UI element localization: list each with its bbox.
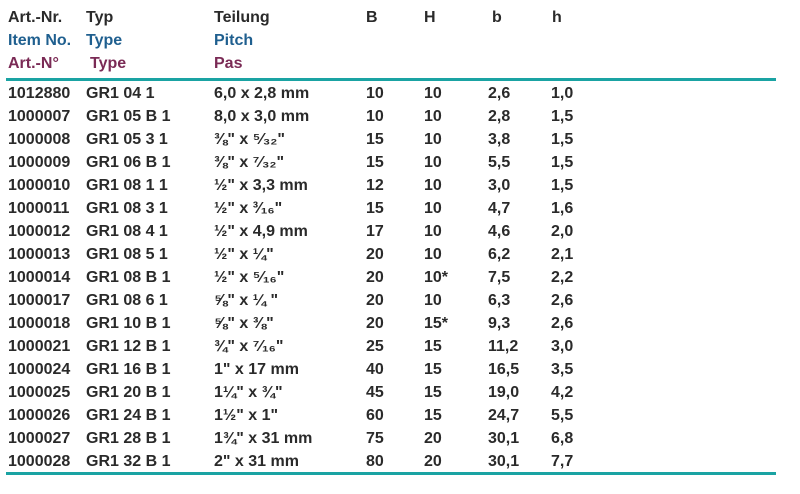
H-cell: 15 [424,361,442,378]
B-cell: 45 [366,384,384,401]
b-cell: 3,8 [488,131,511,148]
table-row [6,220,776,243]
b-cell: 2,8 [488,108,511,125]
type-cell: GR1 06 B 1 [86,154,171,171]
h-cell: 3,0 [551,338,574,355]
type-cell: GR1 12 B 1 [86,338,171,355]
B-cell: 10 [366,85,384,102]
pitch-cell: ⅝" x ⅜" [214,315,274,332]
h-cell: 1,5 [551,131,574,148]
pitch-cell: 1½" x 1" [214,407,279,424]
table-row [6,335,776,358]
table-row [6,197,776,220]
H-cell: 15 [424,384,442,401]
pitch-cell: ½" x 3,3 mm [214,177,308,194]
h-cell: 3,5 [551,361,574,378]
art-nr-cell: 1000013 [8,246,71,263]
table-row [6,174,776,197]
type-cell: GR1 32 B 1 [86,453,171,470]
col-header-teilung: Teilung [214,9,270,26]
table-row [6,404,776,427]
type-cell: GR1 08 4 1 [86,223,168,240]
pitch-cell: ⅜" x ⁷⁄₃₂" [214,154,285,171]
b-cell: 24,7 [488,407,520,424]
art-nr-cell: 1000009 [8,154,71,171]
B-cell: 25 [366,338,384,355]
table-body [6,82,776,473]
H-cell: 15 [424,407,442,424]
table-row [6,312,776,335]
pitch-cell: 1¼" x ¾" [214,384,283,401]
b-cell: 7,5 [488,269,511,286]
col-header-typ: Typ [86,9,114,26]
art-nr-cell: 1000011 [8,200,70,217]
h-cell: 6,8 [551,430,574,447]
table-row [6,427,776,450]
table-row [6,450,776,473]
col-header-pitch: Pitch [214,32,254,49]
col-header-item-no: Item No. [8,32,72,49]
H-cell: 10* [424,269,449,286]
B-cell: 80 [366,453,384,470]
table-row [6,128,776,151]
B-cell: 15 [366,200,384,217]
table-row [6,381,776,404]
col-header-H: H [424,9,436,26]
header-row-french [6,52,776,75]
b-cell: 6,3 [488,292,511,309]
type-cell: GR1 08 6 1 [86,292,168,309]
pitch-cell: 1" x 17 mm [214,361,299,378]
B-cell: 20 [366,269,384,286]
art-nr-cell: 1000007 [8,108,71,125]
type-cell: GR1 08 3 1 [86,200,168,217]
H-cell: 10 [424,246,442,263]
b-cell: 4,7 [488,200,511,217]
col-header-type-en: Type [86,32,123,49]
b-cell: 3,0 [488,177,511,194]
type-cell: GR1 16 B 1 [86,361,171,378]
h-cell: 1,5 [551,177,574,194]
B-cell: 75 [366,430,384,447]
col-header-h: h [552,9,562,26]
pitch-cell: ½" x ³⁄₁₆" [214,200,283,217]
pitch-cell: ⅝" x ¼ " [214,292,279,309]
header-row-english [6,29,776,52]
col-header-B: B [366,9,378,26]
B-cell: 10 [366,108,384,125]
pitch-cell: 8,0 x 3,0 mm [214,108,310,125]
art-nr-cell: 1000026 [8,407,71,424]
art-nr-cell: 1012880 [8,85,71,102]
pitch-cell: ⅜" x ⁵⁄₃₂" [214,131,285,148]
H-cell: 10 [424,223,442,240]
type-cell: GR1 08 B 1 [86,269,171,286]
type-cell: GR1 08 5 1 [86,246,168,263]
table-row [6,151,776,174]
table-bottom-divider [6,472,776,475]
product-table [6,0,776,470]
pitch-cell: ½" x ⁵⁄₁₆" [214,269,285,286]
type-cell: GR1 10 B 1 [86,315,171,332]
type-cell: GR1 05 B 1 [86,108,171,125]
art-nr-cell: 1000025 [8,384,71,401]
type-cell: GR1 28 B 1 [86,430,171,447]
pitch-cell: 1¾" x 31 mm [214,430,313,447]
H-cell: 10 [424,200,442,217]
H-cell: 10 [424,177,442,194]
col-header-art-n: Art.-N° [8,55,59,72]
h-cell: 5,5 [551,407,574,424]
pitch-cell: ¾" x ⁷⁄₁₆" [214,338,284,355]
art-nr-cell: 1000012 [8,223,71,240]
table-row [6,266,776,289]
header-divider [6,78,776,81]
B-cell: 60 [366,407,384,424]
art-nr-cell: 1000021 [8,338,71,355]
table-row [6,358,776,381]
B-cell: 20 [366,315,384,332]
b-cell: 4,6 [488,223,511,240]
h-cell: 7,7 [551,453,574,470]
art-nr-cell: 1000008 [8,131,71,148]
pitch-cell: 6,0 x 2,8 mm [214,85,310,102]
col-header-b: b [492,9,502,26]
b-cell: 30,1 [488,430,520,447]
h-cell: 2,0 [551,223,574,240]
art-nr-cell: 1000014 [8,269,71,286]
b-cell: 11,2 [488,338,519,355]
H-cell: 20 [424,430,442,447]
table-row [6,105,776,128]
H-cell: 10 [424,108,442,125]
art-nr-cell: 1000024 [8,361,71,378]
art-nr-cell: 1000010 [8,177,71,194]
b-cell: 9,3 [488,315,511,332]
table-row [6,82,776,105]
col-header-pas: Pas [214,55,243,72]
b-cell: 6,2 [488,246,511,263]
h-cell: 1,6 [551,200,574,217]
table-row [6,243,776,266]
H-cell: 10 [424,154,442,171]
B-cell: 17 [366,223,384,240]
h-cell: 4,2 [551,384,574,401]
b-cell: 19,0 [488,384,520,401]
H-cell: 15* [424,315,449,332]
H-cell: 10 [424,131,442,148]
B-cell: 15 [366,131,384,148]
type-cell: GR1 24 B 1 [86,407,171,424]
B-cell: 15 [366,154,384,171]
art-nr-cell: 1000018 [8,315,71,332]
b-cell: 16,5 [488,361,520,378]
pitch-cell: ½" x ¼" [214,246,274,263]
header-row-german [6,6,776,29]
h-cell: 2,6 [551,292,574,309]
H-cell: 10 [424,292,442,309]
h-cell: 1,5 [551,154,574,171]
h-cell: 2,6 [551,315,574,332]
type-cell: GR1 20 B 1 [86,384,171,401]
pitch-cell: ½" x 4,9 mm [214,223,308,240]
table-row [6,289,776,312]
art-nr-cell: 1000028 [8,453,71,470]
art-nr-cell: 1000027 [8,430,71,447]
H-cell: 10 [424,85,442,102]
B-cell: 12 [366,177,384,194]
h-cell: 2,2 [551,269,574,286]
b-cell: 2,6 [488,85,511,102]
type-cell: GR1 08 1 1 [86,177,168,194]
H-cell: 15 [424,338,442,355]
H-cell: 20 [424,453,442,470]
h-cell: 1,0 [551,85,574,102]
h-cell: 2,1 [551,246,574,263]
b-cell: 5,5 [488,154,511,171]
type-cell: GR1 05 3 1 [86,131,168,148]
b-cell: 30,1 [488,453,520,470]
B-cell: 40 [366,361,384,378]
col-header-type-fr: Type [90,55,127,72]
B-cell: 20 [366,246,384,263]
col-header-art-nr: Art.-Nr. [8,9,63,26]
art-nr-cell: 1000017 [8,292,71,309]
type-cell: GR1 04 1 [86,85,155,102]
B-cell: 20 [366,292,384,309]
h-cell: 1,5 [551,108,574,125]
pitch-cell: 2" x 31 mm [214,453,299,470]
